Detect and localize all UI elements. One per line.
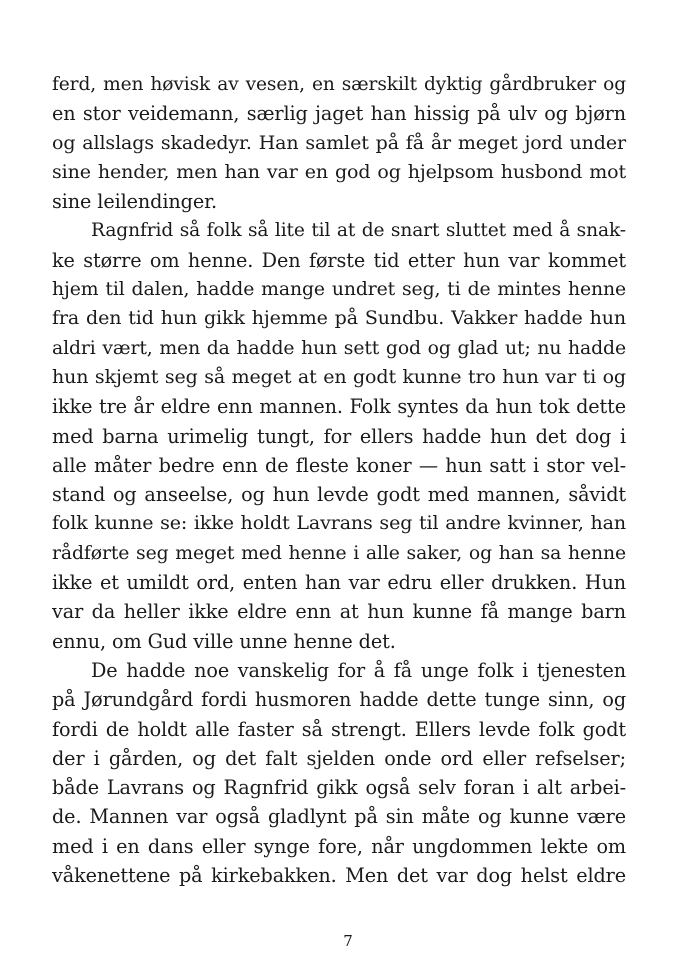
text-line: med barna urimelig tungt, for ellers hadde hun det dog i (52, 424, 626, 448)
text-line: fordi de holdt alle faster så strengt. Ellers levde folk godt (52, 717, 626, 741)
text-line: Ragnfrid så folk så lite til at de snart sluttet med å snak- (91, 220, 626, 242)
page-number: 7 (343, 932, 353, 950)
text-line: var da heller ikke eldre enn at hun kunne få mange barn (52, 600, 626, 624)
body-text (52, 70, 626, 890)
text-line: med i en dans eller synge fore, når ungdommen lekte om (52, 834, 626, 858)
text-line: både Lavrans og Ragnfrid gikk også selv foran i alt arbei- (52, 776, 626, 800)
text-line: våkenettene på kirkebakken. Men det var dog helst eldre (52, 864, 626, 888)
text-line: stand og anseelse, og hun levde godt med mannen, såvidt (52, 483, 626, 507)
text-line: ferd, men høvisk av vesen, en særskilt dyktig gårdbruker og (52, 74, 626, 95)
text-line: ikke et umildt ord, enten han var edru eller drukken. Hun (52, 571, 626, 595)
text-line: aldri vært, men da hadde hun sett god og glad ut; nu hadde (52, 337, 626, 359)
text-line: de. Mannen var også gladlynt på sin måte og kunne være (52, 805, 626, 829)
text-line: sine hender, men han var en god og hjelpsom husbond mot (52, 160, 626, 183)
text-line: folk kunne se: ikke holdt Lavrans seg til andre kvinner, han (52, 512, 626, 535)
paragraph (52, 216, 626, 655)
text-line: der i gården, og det falt sjelden onde ord eller refselser; (52, 746, 626, 770)
text-line: og allslags skadedyr. Han samlet på få år meget jord under (52, 131, 626, 154)
text-line: ke større om henne. Den første tid etter hun var kommet (52, 248, 626, 272)
text-line: ennu, om Gud ville unne henne det. (52, 629, 396, 653)
text-line: hjem til dalen, hadde mange undret seg, ti de mintes henne (52, 279, 626, 301)
text-line: en stor veidemann, særlig jaget han hissig på ulv og bjørn (52, 102, 626, 126)
paragraph (52, 656, 626, 890)
text-line: ikke tre år eldre enn mannen. Folk syntes da hun tok dette (52, 395, 626, 419)
text-line: rådførte seg meget med henne i alle saker, og han sa henne (52, 542, 626, 564)
text-line: hun skjemt seg så meget at en godt kunne tro hun var ti og (52, 365, 626, 388)
paragraph (52, 70, 626, 216)
text-line: alle måter bedre enn de fleste koner — hun satt i stor vel- (52, 453, 626, 477)
text-line: på Jørundgård fordi husmoren hadde dette tunge sinn, og (52, 688, 626, 712)
text-line: fra den tid hun gikk hjemme på Sundbu. Vakker hadde hun (52, 307, 626, 330)
text-line: De hadde noe vanskelig for å få unge folk i tjenesten (91, 658, 626, 682)
text-line: sine leilendinger. (52, 190, 218, 214)
